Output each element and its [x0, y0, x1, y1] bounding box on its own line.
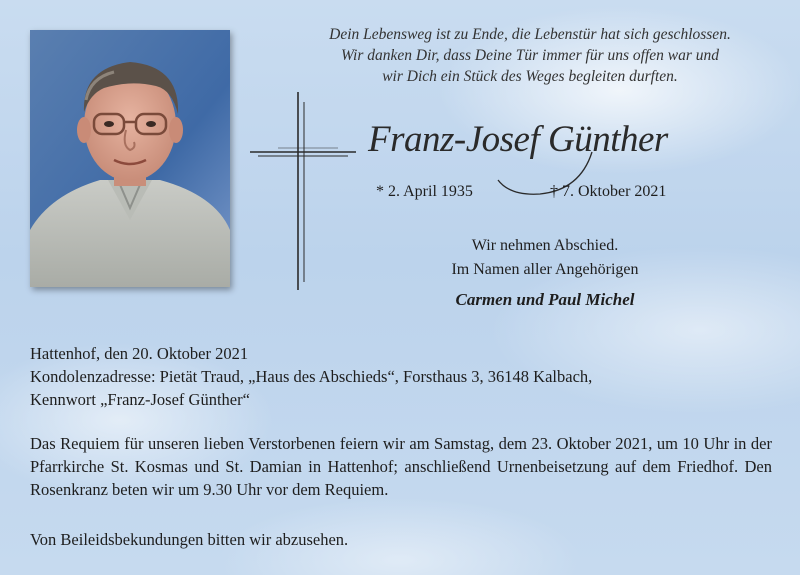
- keyword-line: Kennwort „Franz-Josef Günther“: [30, 390, 250, 409]
- closing-note: Von Beileidsbekundungen bitten wir abzusehen.: [30, 530, 349, 549]
- quote-line-1: Dein Lebensweg ist zu Ende, die Lebenstür hat sich geschlossen.: [329, 26, 731, 43]
- signers: Carmen und Paul Michel: [455, 290, 635, 309]
- death-date: † 7. Oktober 2021: [550, 183, 667, 200]
- condolence-line: Kondolenzadresse: Pietät Traud, „Haus des Abschieds“, Forsthaus 3, 36148 Kalbach,: [30, 367, 593, 386]
- farewell-text: [380, 234, 710, 282]
- condolence-address: [30, 342, 780, 411]
- deceased-name: Franz-Josef Günther: [368, 119, 668, 160]
- requiem-notice: Das Requiem für unseren lieben Verstorbenen feiern wir am Samstag, dem 23. Oktober 2021, um 10 Uhr in der Pfarrkirche St. Kosmas und St. Damian in Hattenhof; anschließend Urnenbeisetzung auf dem Friedhof. Den Rosenkranz beten wir um 9.30 Uhr vor dem Requiem.: [30, 434, 772, 499]
- memorial-quote: [290, 24, 770, 87]
- place-date: Hattenhof, den 20. Oktober 2021: [30, 344, 249, 363]
- birth-date: * 2. April 1935: [376, 183, 473, 200]
- quote-line-2: Wir danken Dir, dass Deine Tür immer für uns offen war und: [340, 47, 720, 64]
- farewell-line-1: Wir nehmen Abschied.: [471, 237, 619, 254]
- portrait-image: [30, 30, 230, 287]
- cross-icon: [248, 92, 358, 292]
- farewell-line-2: Im Namen aller Angehörigen: [451, 261, 639, 278]
- quote-line-3: wir Dich ein Stück des Weges begleiten durften.: [382, 68, 678, 85]
- portrait-photo: [30, 30, 230, 287]
